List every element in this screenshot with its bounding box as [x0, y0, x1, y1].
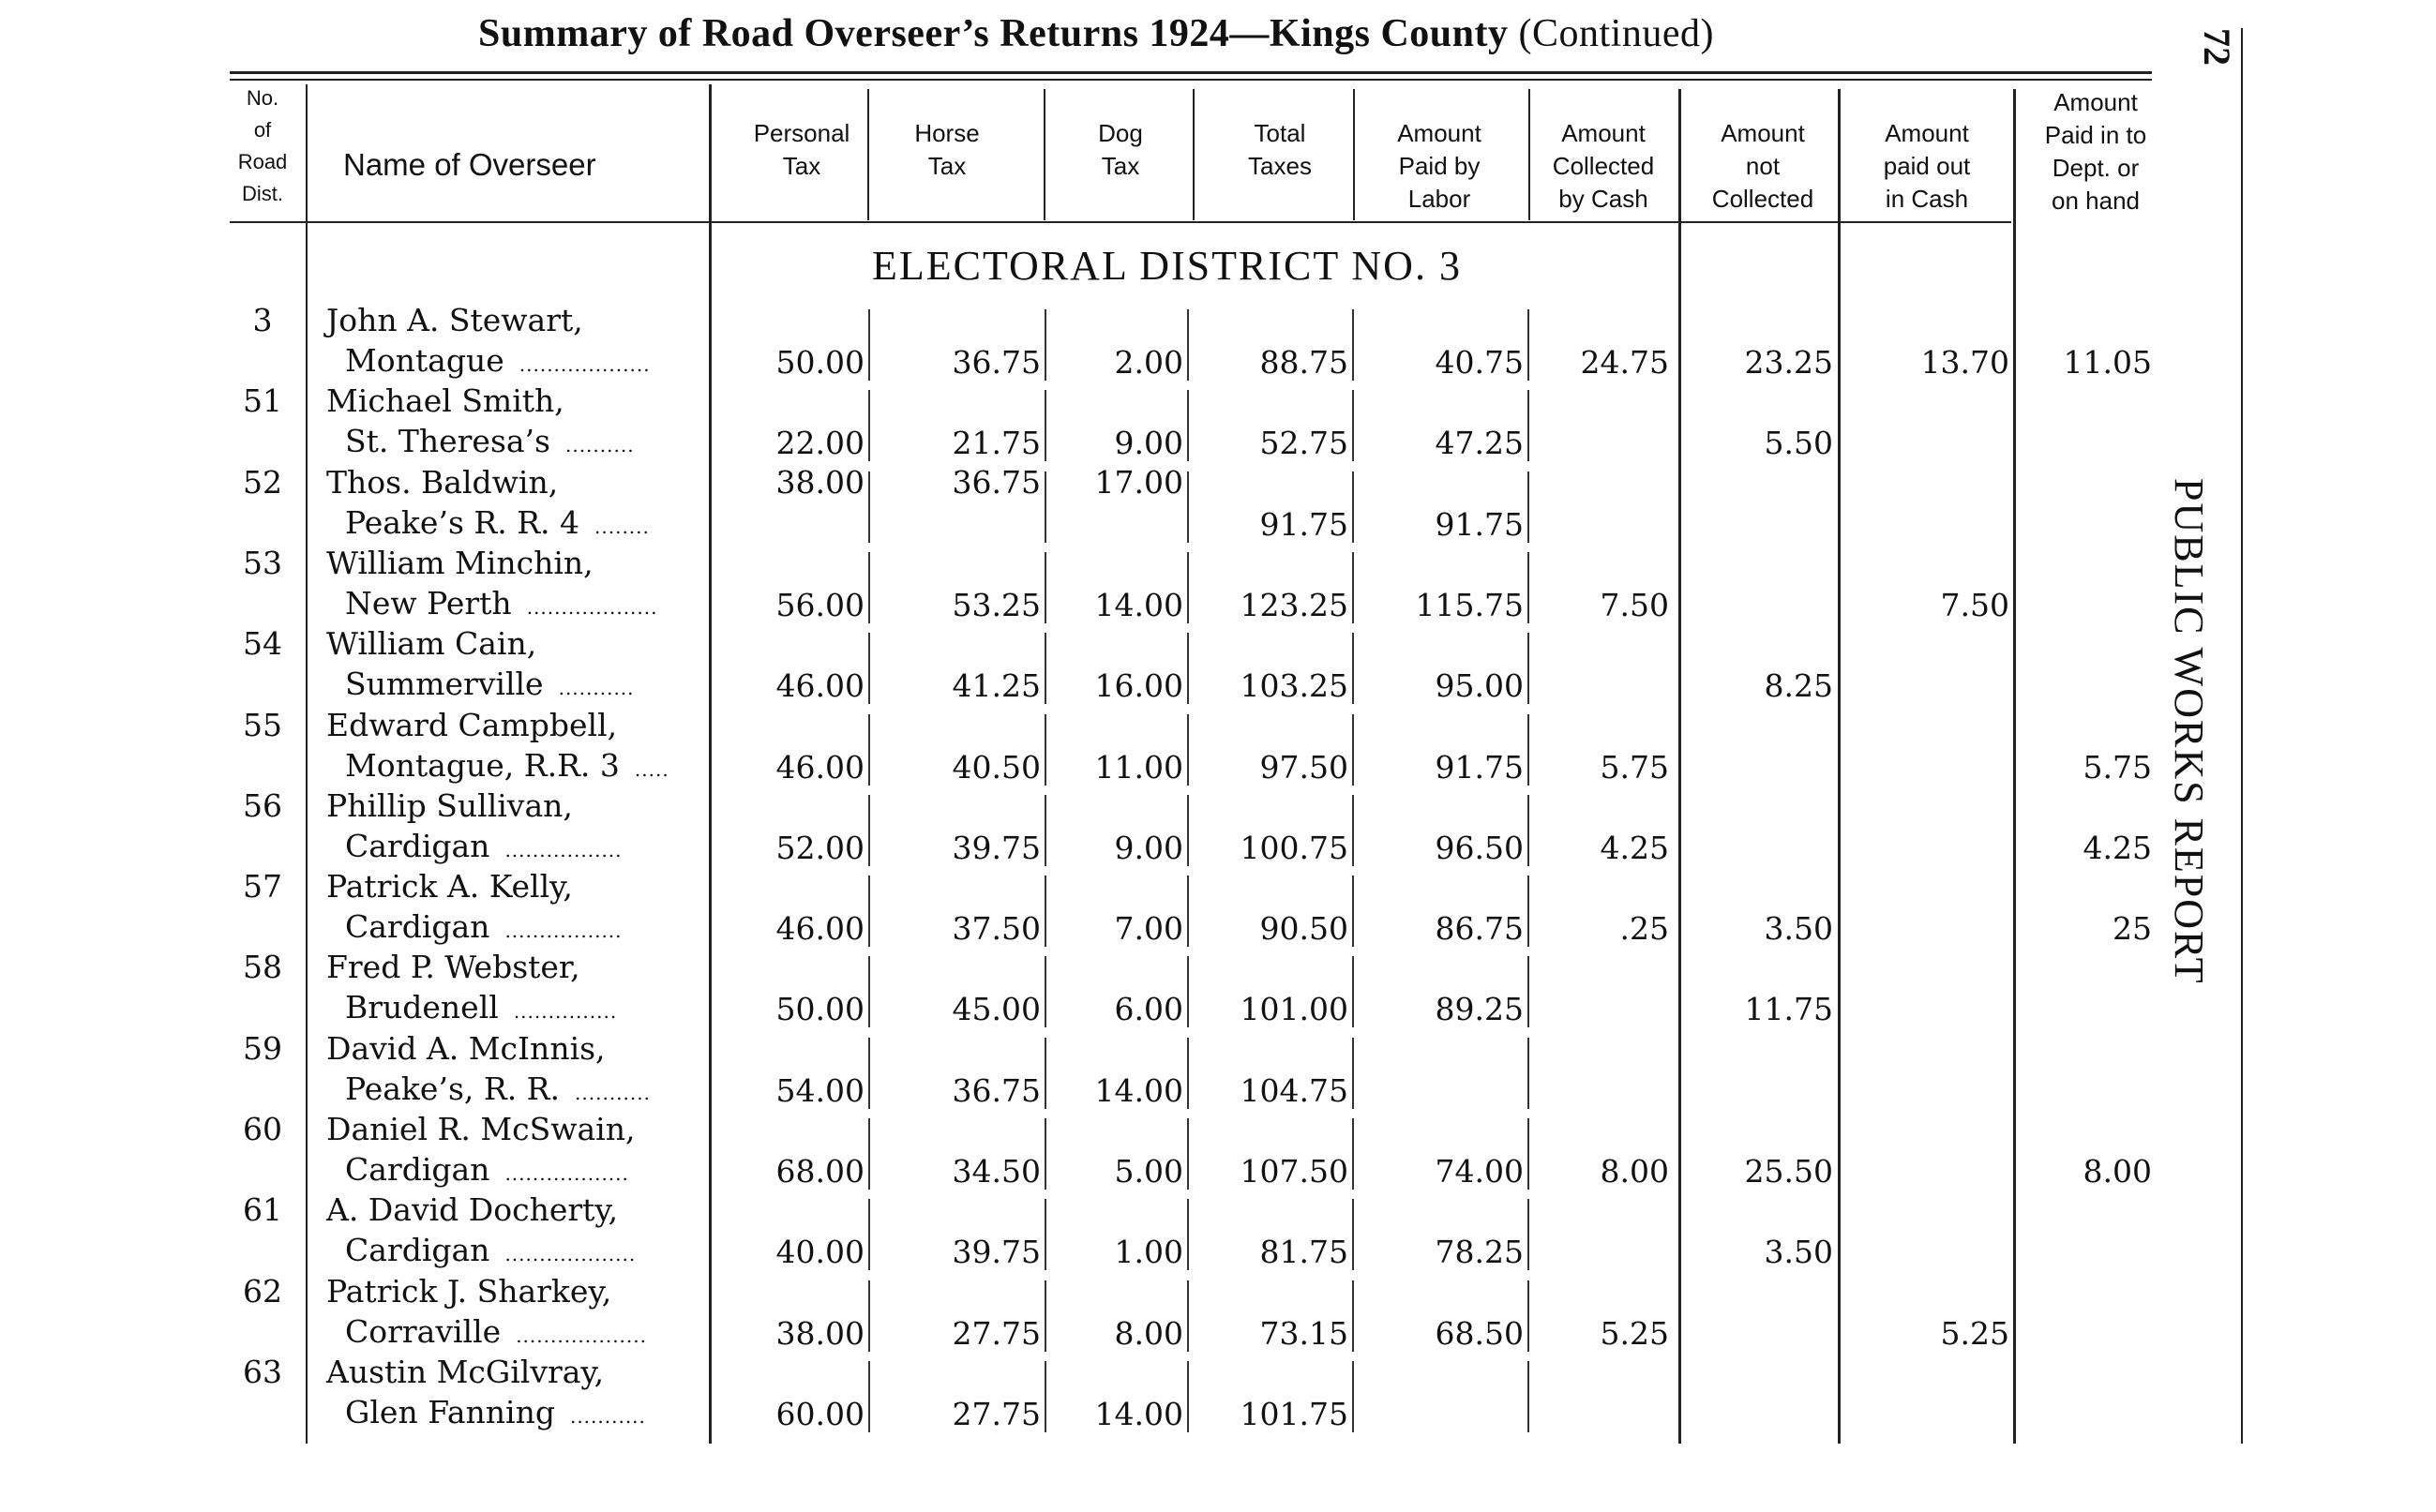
column-tick: [1352, 472, 1354, 543]
cell-not-collected: 8.25: [1764, 667, 1833, 705]
column-tick: [1352, 714, 1354, 786]
header-not-collected: Amount not Collected: [1711, 119, 1814, 213]
overseer-name: Edward Campbell,: [326, 706, 618, 743]
column-tick: [868, 1280, 870, 1352]
column-tick: [1187, 1280, 1189, 1352]
cell-labor: 89.25: [1435, 991, 1524, 1028]
road-district-number: 62: [243, 1272, 282, 1310]
leader-dots: ...............: [513, 1000, 618, 1024]
place-text: Cardigan: [345, 827, 490, 864]
col-line-6: [1353, 89, 1355, 220]
column-tick: [1045, 1038, 1046, 1109]
overseer-name: Fred P. Webster,: [326, 949, 580, 986]
column-tick: [868, 714, 870, 786]
column-tick: [1187, 390, 1189, 461]
column-tick: [1352, 876, 1354, 947]
road-district-number: 53: [243, 544, 282, 581]
table-row: [0, 1030, 2157, 1111]
column-tick: [1045, 472, 1046, 543]
cell-horse: 37.50: [952, 910, 1041, 948]
column-tick: [1527, 1361, 1529, 1432]
col-line-3: [867, 89, 869, 220]
place-text: Peake’s R. R. 4: [345, 503, 580, 541]
col-line-7: [1528, 89, 1530, 220]
cell-horse: 39.75: [952, 829, 1041, 866]
leader-dots: ...................: [516, 1324, 647, 1347]
col-line-4: [1044, 89, 1045, 220]
column-tick: [1045, 1199, 1046, 1270]
overseer-name: Phillip Sullivan,: [326, 786, 573, 824]
leader-dots: ...................: [519, 353, 651, 376]
column-tick: [1187, 633, 1189, 704]
title-main: Summary of Road Overseer’s Returns 1924—Kings County: [478, 12, 1509, 55]
column-tick: [868, 956, 870, 1027]
table-row: [0, 1273, 2157, 1354]
place-text: Peake’s, R. R.: [345, 1070, 561, 1107]
column-tick: [1527, 472, 1529, 543]
cell-labor: 91.75: [1435, 505, 1524, 543]
cell-total: 101.75: [1240, 1395, 1348, 1432]
header-paid-out-cash: Amount paid out in Cash: [1883, 119, 1971, 213]
cell-horse: 45.00: [952, 991, 1041, 1028]
top-rule-2: [230, 79, 2152, 81]
overseer-place: [345, 1394, 646, 1430]
cell-dog: 9.00: [1114, 425, 1183, 462]
place-text: Cardigan: [345, 1151, 490, 1188]
cell-total: 103.25: [1240, 667, 1348, 705]
overseer-name: A. David Docherty,: [326, 1191, 619, 1229]
title-continued: (Continued): [1508, 12, 1714, 55]
cell-horse: 36.75: [952, 463, 1041, 501]
cell-total: 97.50: [1259, 748, 1348, 786]
cell-total: 73.15: [1259, 1314, 1348, 1352]
leader-dots: ...................: [504, 1243, 637, 1266]
cell-dog: 17.00: [1094, 463, 1183, 501]
column-tick: [1352, 956, 1354, 1027]
cell-horse: 27.75: [952, 1395, 1041, 1432]
column-tick: [1045, 795, 1046, 866]
cell-paid-in: 25: [2113, 910, 2152, 948]
cell-total: 90.50: [1259, 910, 1348, 948]
table-row: [0, 868, 2157, 949]
column-tick: [1527, 309, 1529, 381]
cell-personal: 38.00: [775, 1314, 865, 1352]
table-row: [0, 1354, 2157, 1434]
road-district-number: 61: [243, 1191, 282, 1229]
cell-horse: 21.75: [952, 425, 1041, 462]
column-tick: [1352, 1038, 1354, 1109]
overseer-name: Thos. Baldwin,: [326, 463, 559, 501]
cell-horse: 36.75: [952, 1071, 1041, 1109]
cell-cash: .25: [1619, 910, 1669, 948]
column-tick: [1352, 1118, 1354, 1190]
column-tick: [1045, 390, 1046, 461]
table-row: [0, 625, 2157, 706]
column-tick: [868, 633, 870, 704]
leader-dots: .................: [504, 838, 623, 861]
cell-paid-out: 13.70: [1920, 344, 2009, 381]
overseer-name: Patrick A. Kelly,: [326, 868, 573, 906]
column-tick: [1527, 795, 1529, 866]
overseer-name: John A. Stewart,: [326, 302, 583, 338]
overseer-place: [345, 342, 651, 379]
cell-personal: 40.00: [775, 1234, 865, 1271]
cell-labor: 68.50: [1435, 1314, 1524, 1352]
cell-paid-out: 5.25: [1940, 1314, 2009, 1352]
overseer-place: [345, 1232, 636, 1268]
cell-dog: 14.00: [1094, 1395, 1183, 1432]
cell-personal: 38.00: [775, 463, 865, 501]
column-tick: [1527, 390, 1529, 461]
column-tick: [1045, 714, 1046, 786]
column-tick: [1187, 714, 1189, 786]
page-title: [478, 11, 1714, 56]
column-tick: [1527, 633, 1529, 704]
column-tick: [1352, 1361, 1354, 1432]
cell-labor: 78.25: [1435, 1234, 1524, 1271]
cell-cash: 4.25: [1600, 829, 1669, 866]
cell-personal: 46.00: [775, 910, 865, 948]
column-tick: [868, 1118, 870, 1190]
overseer-place: [345, 1151, 629, 1188]
leader-dots: ...........: [569, 1404, 646, 1428]
column-tick: [1352, 633, 1354, 704]
place-text: Montague, R.R. 3: [345, 746, 620, 784]
column-tick: [1045, 552, 1046, 623]
col-line-5: [1193, 89, 1195, 220]
column-tick: [1352, 1199, 1354, 1270]
header-collected-by-cash: Amount Collected by Cash: [1552, 119, 1655, 213]
table-row: [0, 1191, 2157, 1272]
column-tick: [1352, 309, 1354, 381]
cell-personal: 50.00: [775, 991, 865, 1028]
overseer-name: William Minchin,: [326, 544, 594, 581]
cell-horse: 36.75: [952, 344, 1041, 381]
leader-dots: ..................: [504, 1162, 629, 1185]
cell-cash: 7.50: [1600, 586, 1669, 623]
overseer-name: Patrick J. Sharkey,: [326, 1272, 612, 1310]
place-text: Corraville: [345, 1312, 502, 1350]
cell-not-collected: 3.50: [1764, 1234, 1833, 1271]
road-district-number: 59: [243, 1029, 282, 1067]
cell-paid-in: 11.05: [2063, 344, 2152, 381]
cell-cash: 24.75: [1580, 344, 1669, 381]
top-rule-1: [230, 71, 2152, 74]
overseer-place: [345, 1313, 647, 1350]
cell-cash: 8.00: [1600, 1153, 1669, 1190]
column-tick: [1352, 552, 1354, 623]
cell-horse: 34.50: [952, 1153, 1041, 1190]
road-district-number: 57: [243, 868, 282, 906]
column-tick: [1187, 472, 1189, 543]
leader-dots: ...........: [558, 677, 635, 700]
column-tick: [1187, 1199, 1189, 1270]
road-district-number: 56: [243, 786, 282, 824]
cell-horse: 41.25: [952, 667, 1041, 705]
leader-dots: .................: [504, 920, 623, 943]
cell-total: 91.75: [1259, 505, 1348, 543]
place-text: Cardigan: [345, 1232, 490, 1269]
column-tick: [868, 1361, 870, 1432]
cell-horse: 40.50: [952, 748, 1041, 786]
leader-dots: ..........: [564, 434, 635, 457]
leader-dots: ...................: [526, 595, 658, 619]
place-text: New Perth: [345, 584, 512, 621]
header-name: Name of Overseer: [343, 147, 596, 182]
column-tick: [1187, 795, 1189, 866]
cell-dog: 14.00: [1094, 1071, 1183, 1109]
column-tick: [1187, 1118, 1189, 1190]
cell-total: 123.25: [1240, 586, 1348, 623]
section-title: ELECTORAL DISTRICT NO. 3: [872, 243, 1462, 289]
page-number: 72: [2196, 28, 2238, 66]
cell-paid-in: 8.00: [2083, 1153, 2152, 1190]
overseer-place: [345, 666, 635, 702]
column-tick: [1527, 956, 1529, 1027]
road-district-number: 60: [243, 1111, 282, 1147]
place-text: Glen Fanning: [345, 1393, 555, 1430]
header-horse-tax: Horse Tax: [914, 119, 980, 180]
road-district-number: 55: [243, 706, 282, 743]
cell-labor: 115.75: [1415, 586, 1524, 623]
column-tick: [1187, 309, 1189, 381]
leader-dots: ........: [594, 515, 650, 538]
overseer-name: William Cain,: [326, 625, 537, 663]
table-row: [0, 302, 2157, 382]
column-tick: [1045, 1280, 1046, 1352]
cell-total: 101.00: [1240, 991, 1348, 1028]
cell-dog: 5.00: [1114, 1153, 1183, 1190]
column-tick: [1045, 876, 1046, 947]
table-row: [0, 545, 2157, 625]
column-tick: [868, 876, 870, 947]
side-running-head: PUBLIC WORKS REPORT: [2166, 478, 2212, 985]
cell-not-collected: 11.75: [1744, 991, 1833, 1028]
overseer-place: [345, 989, 617, 1025]
overseer-place: [345, 1070, 651, 1107]
column-tick: [1187, 876, 1189, 947]
column-tick: [1527, 1118, 1529, 1190]
column-tick: [1527, 714, 1529, 786]
cell-paid-out: 7.50: [1940, 586, 2009, 623]
table-row: [0, 949, 2157, 1029]
cell-not-collected: 23.25: [1744, 344, 1833, 381]
cell-dog: 14.00: [1094, 586, 1183, 623]
cell-total: 52.75: [1259, 425, 1348, 462]
header-total-taxes: Total Taxes: [1248, 119, 1312, 180]
place-text: Brudenell: [345, 989, 499, 1026]
cell-labor: 47.25: [1435, 425, 1524, 462]
cell-horse: 53.25: [952, 586, 1041, 623]
header-paid-by-labor: Amount Paid by Labor: [1397, 119, 1481, 213]
overseer-place: [345, 423, 635, 459]
column-tick: [1352, 795, 1354, 866]
leader-dots: .....: [634, 757, 669, 781]
cell-total: 107.50: [1240, 1153, 1348, 1190]
cell-labor: 95.00: [1435, 667, 1524, 705]
road-district-number: 51: [243, 382, 282, 420]
column-tick: [1352, 1280, 1354, 1352]
column-tick: [1045, 309, 1046, 381]
cell-personal: 46.00: [775, 748, 865, 786]
overseer-place: [345, 585, 657, 621]
table-row: [0, 787, 2157, 868]
cell-not-collected: 3.50: [1764, 910, 1833, 948]
column-tick: [1527, 876, 1529, 947]
place-text: Montague: [345, 342, 504, 379]
header-personal-tax: Personal Tax: [753, 119, 850, 180]
column-tick: [1045, 633, 1046, 704]
road-district-number: 58: [243, 949, 282, 986]
overseer-place: [345, 504, 650, 541]
overseer-place: [345, 828, 623, 864]
column-tick: [868, 1199, 870, 1270]
cell-dog: 7.00: [1114, 910, 1183, 948]
column-tick: [1045, 956, 1046, 1027]
leader-dots: ...........: [575, 1081, 651, 1104]
cell-personal: 68.00: [775, 1153, 865, 1190]
table-row: [0, 464, 2157, 545]
cell-not-collected: 5.50: [1764, 425, 1833, 462]
column-tick: [868, 1038, 870, 1109]
cell-dog: 8.00: [1114, 1314, 1183, 1352]
cell-personal: 56.00: [775, 586, 865, 623]
overseer-place: [345, 747, 669, 784]
overseer-name: Daniel R. McSwain,: [326, 1111, 636, 1147]
place-text: Summerville: [345, 666, 544, 703]
column-tick: [1187, 1038, 1189, 1109]
cell-dog: 6.00: [1114, 991, 1183, 1028]
cell-cash: 5.25: [1600, 1314, 1669, 1352]
cell-labor: 74.00: [1435, 1153, 1524, 1190]
column-tick: [868, 390, 870, 461]
column-tick: [1187, 956, 1189, 1027]
road-district-number: 63: [243, 1353, 282, 1390]
road-district-number: 3: [252, 302, 273, 338]
header-dog-tax: Dog Tax: [1098, 119, 1143, 180]
cell-horse: 27.75: [952, 1314, 1041, 1352]
column-tick: [868, 552, 870, 623]
cell-dog: 16.00: [1094, 667, 1183, 705]
cell-labor: 40.75: [1435, 344, 1524, 381]
cell-not-collected: 25.50: [1744, 1153, 1833, 1190]
cell-labor: 96.50: [1435, 829, 1524, 866]
header-bottom-rule: [230, 221, 2011, 223]
header-paid-in-dept: Amount Paid in to Dept. or on hand: [2044, 88, 2147, 215]
header-road-dist: No. of Road Dist.: [237, 86, 288, 205]
column-tick: [1352, 390, 1354, 461]
road-district-number: 52: [243, 463, 282, 501]
cell-cash: 5.75: [1600, 748, 1669, 786]
table-row: [0, 707, 2157, 787]
cell-personal: 50.00: [775, 344, 865, 381]
overseer-name: David A. McInnis,: [326, 1029, 606, 1067]
column-tick: [868, 309, 870, 381]
column-tick: [1187, 552, 1189, 623]
cell-labor: 91.75: [1435, 748, 1524, 786]
cell-total: 88.75: [1259, 344, 1348, 381]
cell-dog: 11.00: [1094, 748, 1183, 786]
column-tick: [868, 472, 870, 543]
cell-personal: 60.00: [775, 1395, 865, 1432]
cell-dog: 2.00: [1114, 344, 1183, 381]
table-row: [0, 1111, 2157, 1191]
cell-labor: 86.75: [1435, 910, 1524, 948]
column-tick: [1045, 1118, 1046, 1190]
overseer-name: Austin McGilvray,: [326, 1353, 605, 1390]
column-tick: [1187, 1361, 1189, 1432]
overseer-name: Michael Smith,: [326, 382, 564, 420]
cell-total: 104.75: [1240, 1071, 1348, 1109]
cell-paid-in: 5.75: [2083, 748, 2152, 786]
column-tick: [1527, 1199, 1529, 1270]
cell-total: 100.75: [1240, 829, 1348, 866]
column-tick: [1527, 1280, 1529, 1352]
overseer-place: [345, 908, 623, 945]
column-tick: [868, 795, 870, 866]
place-text: St. Theresa’s: [345, 423, 550, 460]
cell-paid-in: 4.25: [2083, 829, 2152, 866]
cell-personal: 46.00: [775, 667, 865, 705]
cell-dog: 1.00: [1114, 1234, 1183, 1271]
column-tick: [1527, 1038, 1529, 1109]
cell-horse: 39.75: [952, 1234, 1041, 1271]
table-row: [0, 382, 2157, 463]
column-tick: [1527, 552, 1529, 623]
right-margin-line: [2241, 28, 2243, 1444]
road-district-number: 54: [243, 625, 282, 663]
place-text: Cardigan: [345, 908, 490, 946]
cell-dog: 9.00: [1114, 829, 1183, 866]
cell-personal: 22.00: [775, 425, 865, 462]
cell-personal: 52.00: [775, 829, 865, 866]
column-tick: [1045, 1361, 1046, 1432]
cell-personal: 54.00: [775, 1071, 865, 1109]
cell-total: 81.75: [1259, 1234, 1348, 1271]
